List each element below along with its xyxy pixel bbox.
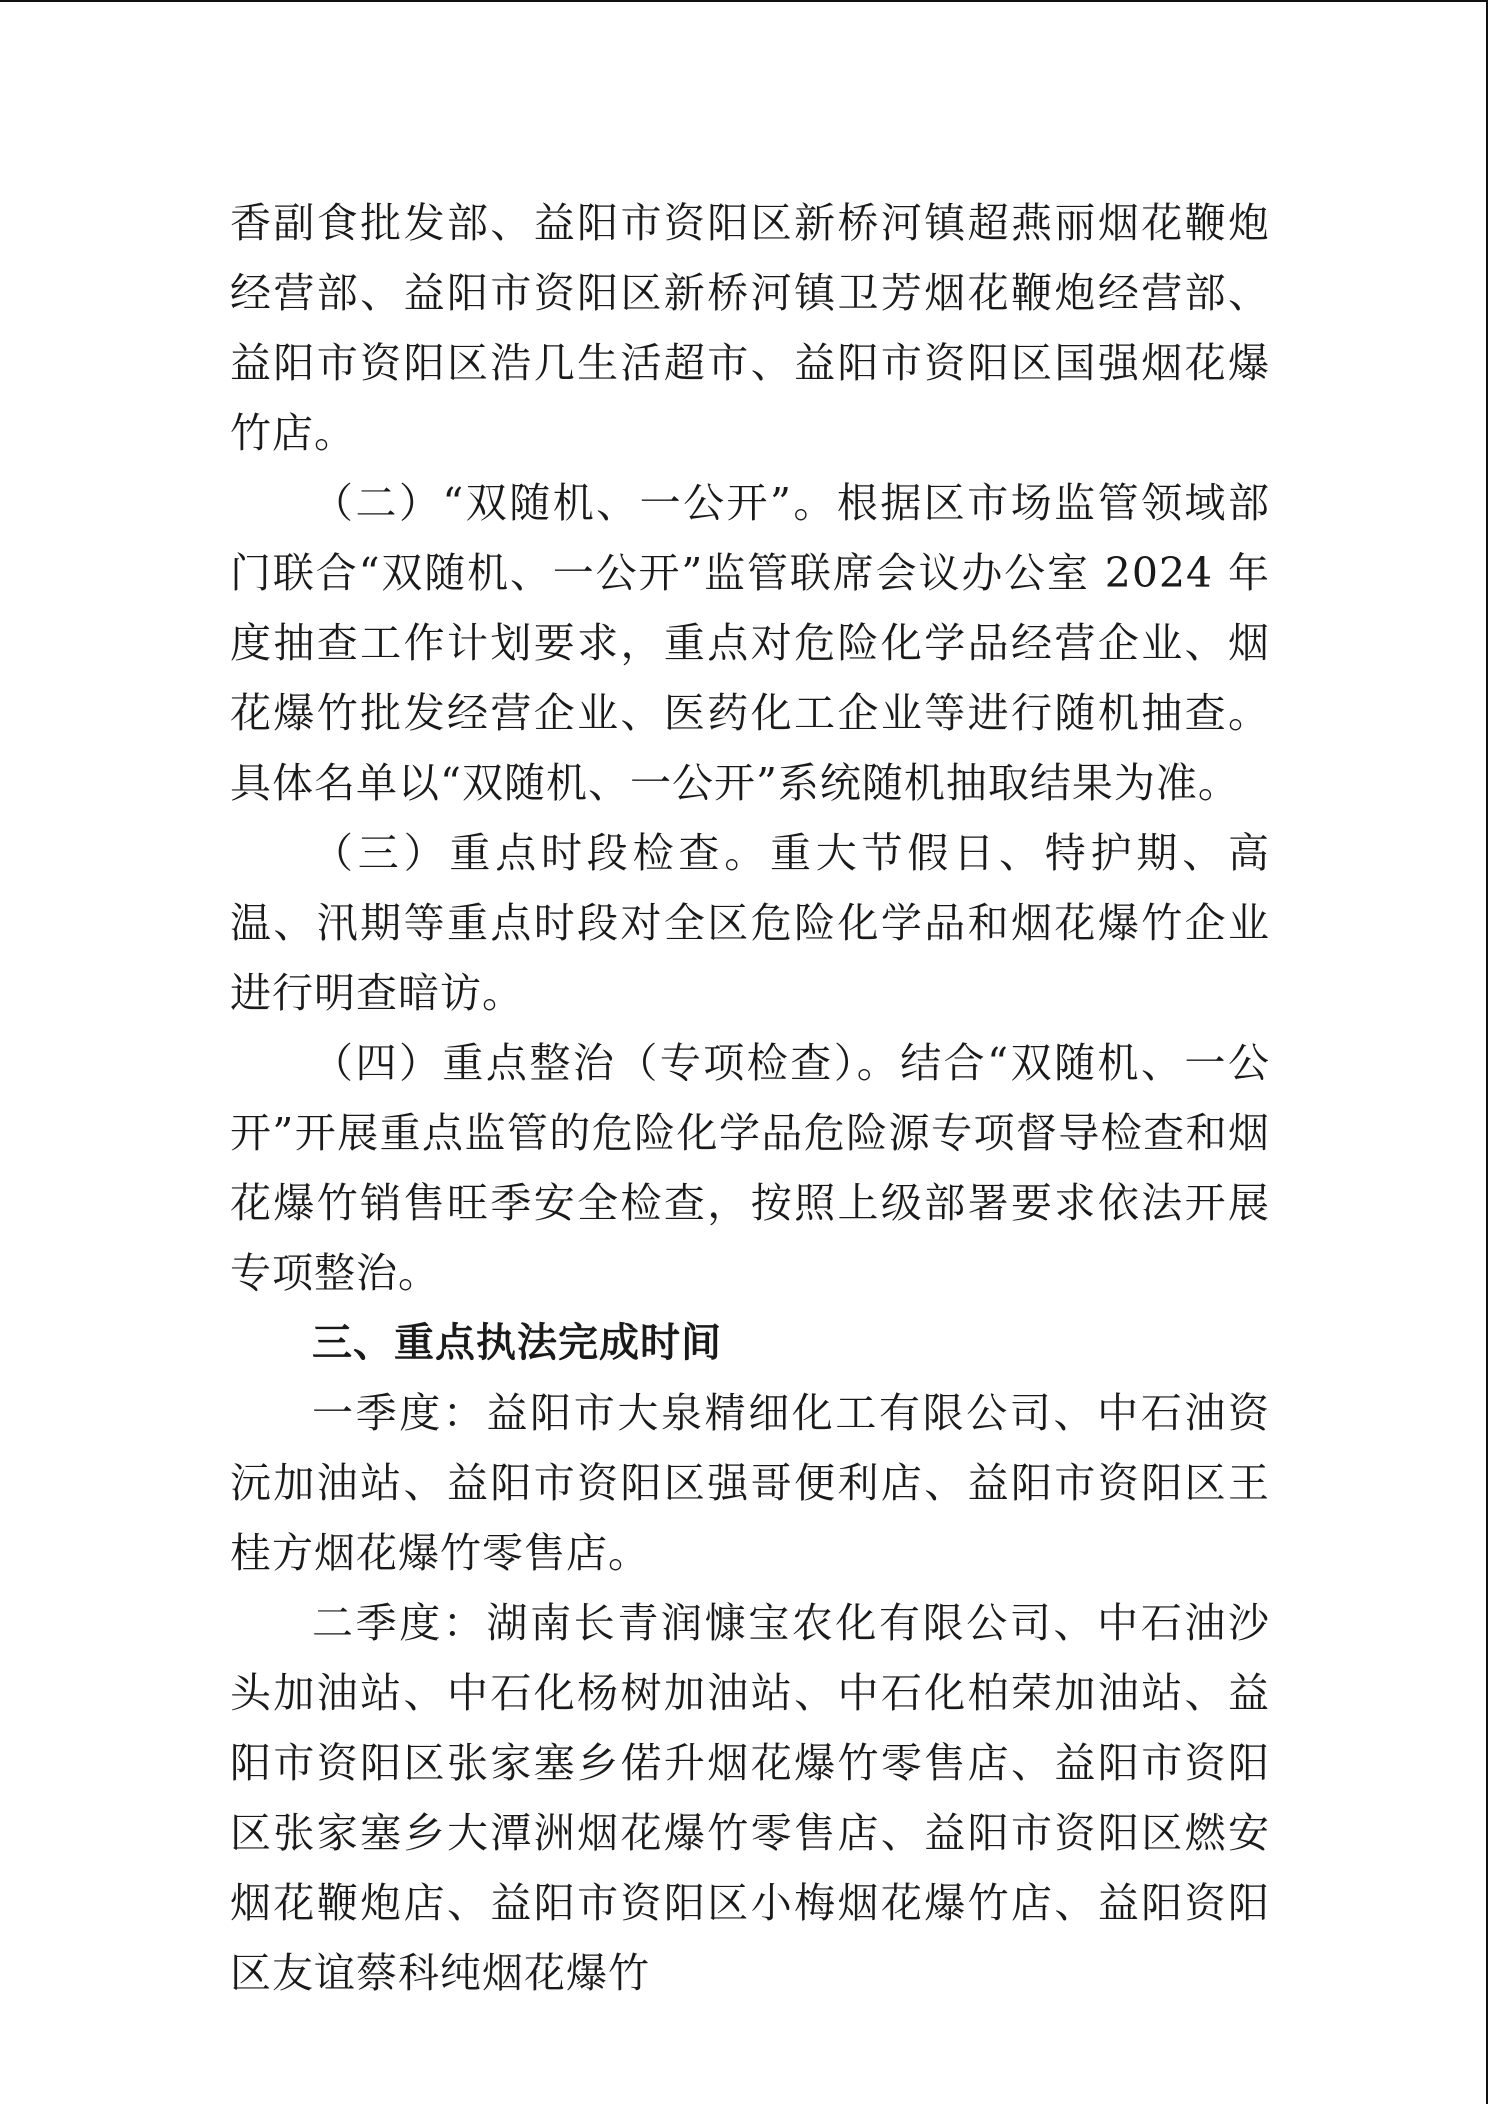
section-heading: 三、重点执法完成时间 [312,1320,722,1366]
document-body [230,188,1270,2008]
paragraph-key-period-inspection: （三）重点时段检查。重大节假日、特护期、高温、汛期等重点时段对全区危险化学品和烟花爆竹企业进行明查暗访。 [230,829,1270,1017]
paragraph-first-quarter: 一季度：益阳市大泉精细化工有限公司、中石油资沅加油站、益阳市资阳区强哥便利店、益阳市资阳区王桂方烟花爆竹零售店。 [230,1389,1270,1577]
paragraph-second-quarter: 二季度：湖南长青润慷宝农化有限公司、中石油沙头加油站、中石化杨树加油站、中石化柏荣加油站、益阳市资阳区张家塞乡偌升烟花爆竹零售店、益阳市资阳区张家塞乡大潭洲烟花爆竹零售店、益阳市资阳区燃安烟花鞭炮店、益阳市资阳区小梅烟花爆竹店、益阳资阳区友谊蔡科纯烟花爆竹 [230,1599,1270,1997]
paragraph-double-random: （二）“双随机、一公开”。根据区市场监管领域部门联合“双随机、一公开”监管联席会议办公室 2024 年度抽查工作计划要求，重点对危险化学品经营企业、烟花爆竹批发经营企业、医药化工企业等进行随机抽查。具体名单以“双随机、一公开”系统随机抽取结果为准。 [230,479,1270,807]
paragraph-special-rectification: （四）重点整治（专项检查）。结合“双随机、一公开”开展重点监管的危险化学品危险源专项督导检查和烟花爆竹销售旺季安全检查，按照上级部署要求依法开展专项整治。 [230,1039,1270,1297]
paragraph-continuation: 香副食批发部、益阳市资阳区新桥河镇超燕丽烟花鞭炮经营部、益阳市资阳区新桥河镇卫芳烟花鞭炮经营部、益阳市资阳区浩几生活超市、益阳市资阳区国强烟花爆竹店。 [230,199,1270,457]
